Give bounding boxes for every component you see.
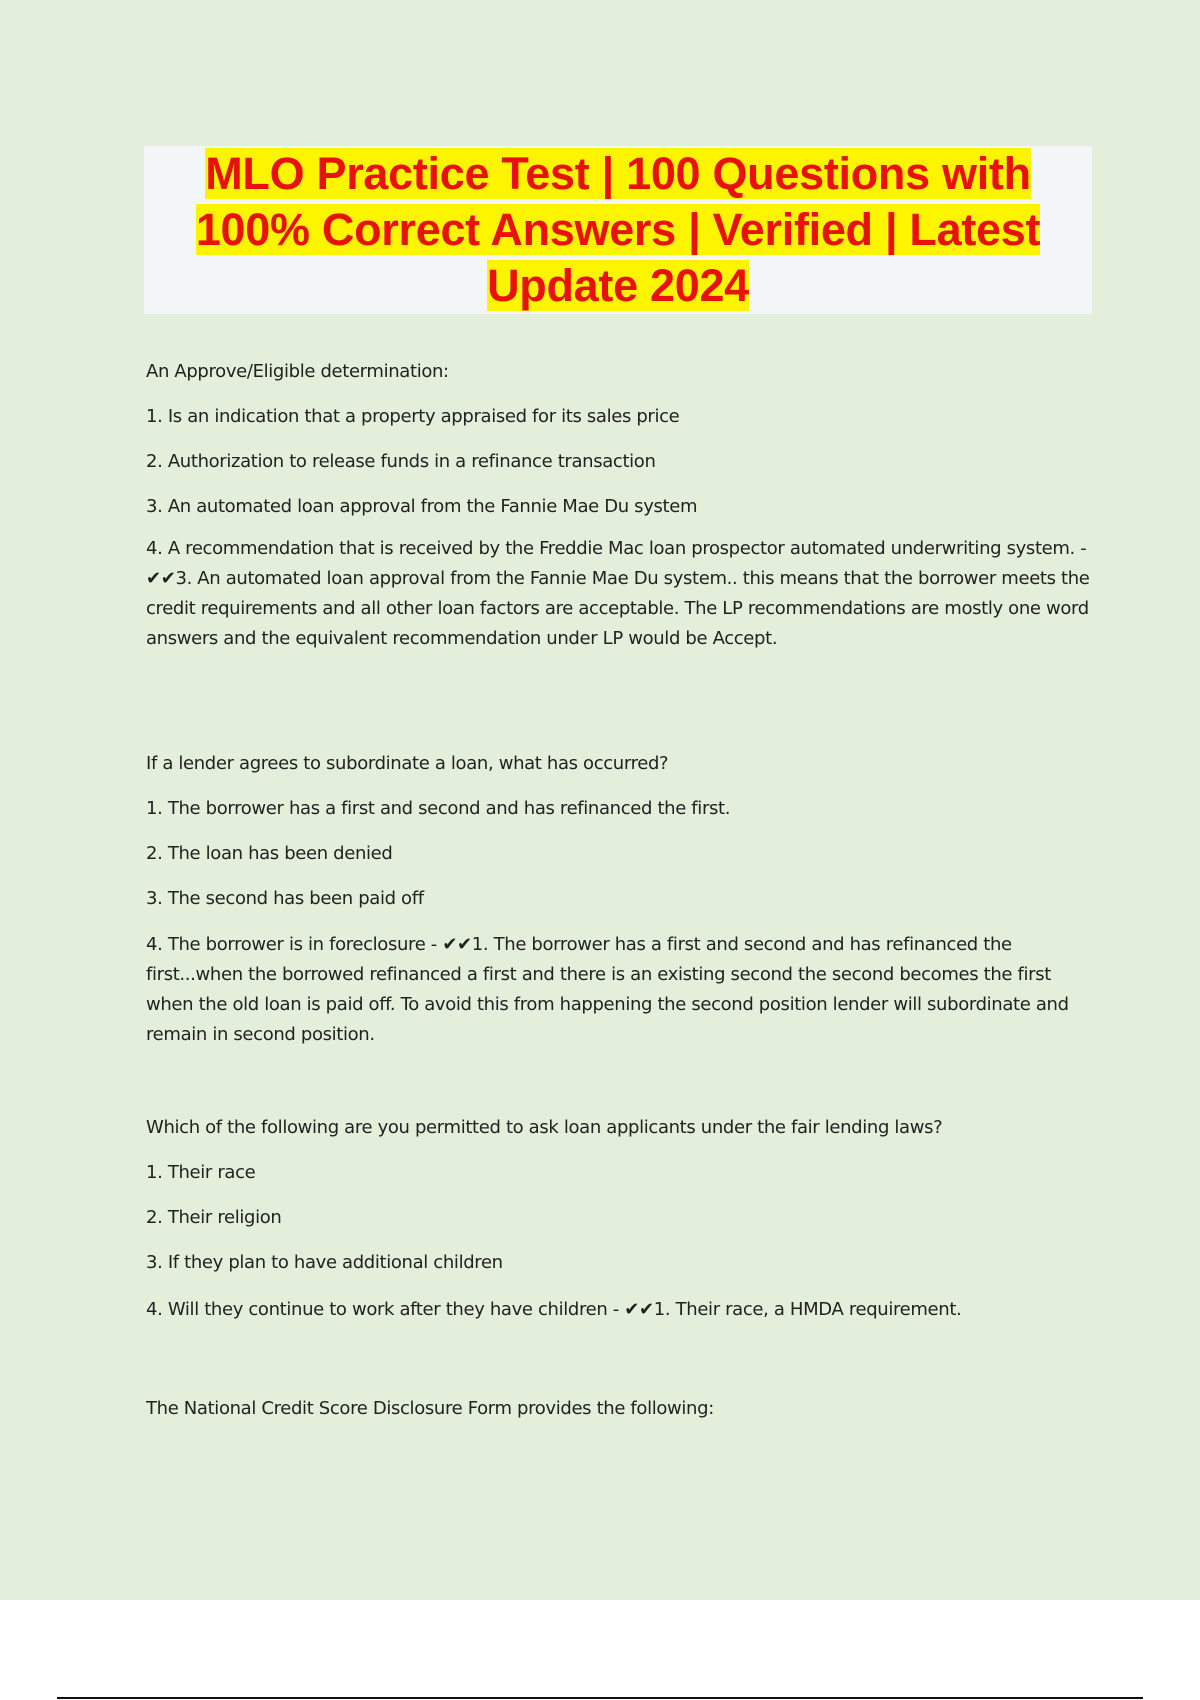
question-block-4 <box>146 1394 1096 1424</box>
question-text: An Approve/Eligible determination: <box>146 361 449 382</box>
answer-option: 2. The loan has been denied <box>146 843 393 864</box>
answer-option-with-explanation: 4. A recommendation that is received by the Freddie Mac loan prospector automated underwriting system. - ✔✔3. An automated loan approval from the Fannie Mae Du system.. this means that the borrower meets the credit requirements and all other loan factors are acceptable. The LP recommendations are mostly one word answers and the equivalent recommendation under LP would be Accept. <box>146 538 1090 649</box>
title-line-1: MLO Practice Test | 100 Questions with <box>205 148 1031 199</box>
title-line-2: 100% Correct Answers | Verified | Latest <box>195 204 1041 255</box>
question-text: If a lender agrees to subordinate a loan, what has occurred? <box>146 753 669 774</box>
question-block-3 <box>146 1113 1096 1325</box>
answer-option: 1. Is an indication that a property appraised for its sales price <box>146 406 680 427</box>
answer-option-with-explanation: 4. The borrower is in foreclosure - ✔✔1. The borrower has a first and second and has refinanced the first...when the borrowed refinanced a first and there is an existing second the second becomes the first when the old loan is paid off. To avoid this from happening the second position lender will subordinate and remain in second position. <box>146 934 1069 1045</box>
document-title <box>144 146 1092 314</box>
title-line-3: Update 2024 <box>487 260 749 311</box>
answer-option: 3. If they plan to have additional children <box>146 1252 503 1273</box>
question-text: The National Credit Score Disclosure Form provides the following: <box>146 1398 714 1419</box>
answer-option: 1. Their race <box>146 1162 256 1183</box>
answer-option: 3. The second has been paid off <box>146 888 424 909</box>
answer-option: 2. Their religion <box>146 1207 282 1228</box>
answer-option: 1. The borrower has a first and second and has refinanced the first. <box>146 798 731 819</box>
footer-divider <box>57 1697 1143 1699</box>
answer-option-with-explanation: 4. Will they continue to work after they have children - ✔✔1. Their race, a HMDA requirement. <box>146 1299 962 1320</box>
question-block-2 <box>146 749 1096 1050</box>
title-box <box>144 146 1092 314</box>
question-text: Which of the following are you permitted to ask loan applicants under the fair lending laws? <box>146 1117 943 1138</box>
question-block-1 <box>146 357 1096 654</box>
answer-option: 2. Authorization to release funds in a refinance transaction <box>146 451 656 472</box>
answer-option: 3. An automated loan approval from the Fannie Mae Du system <box>146 496 698 517</box>
